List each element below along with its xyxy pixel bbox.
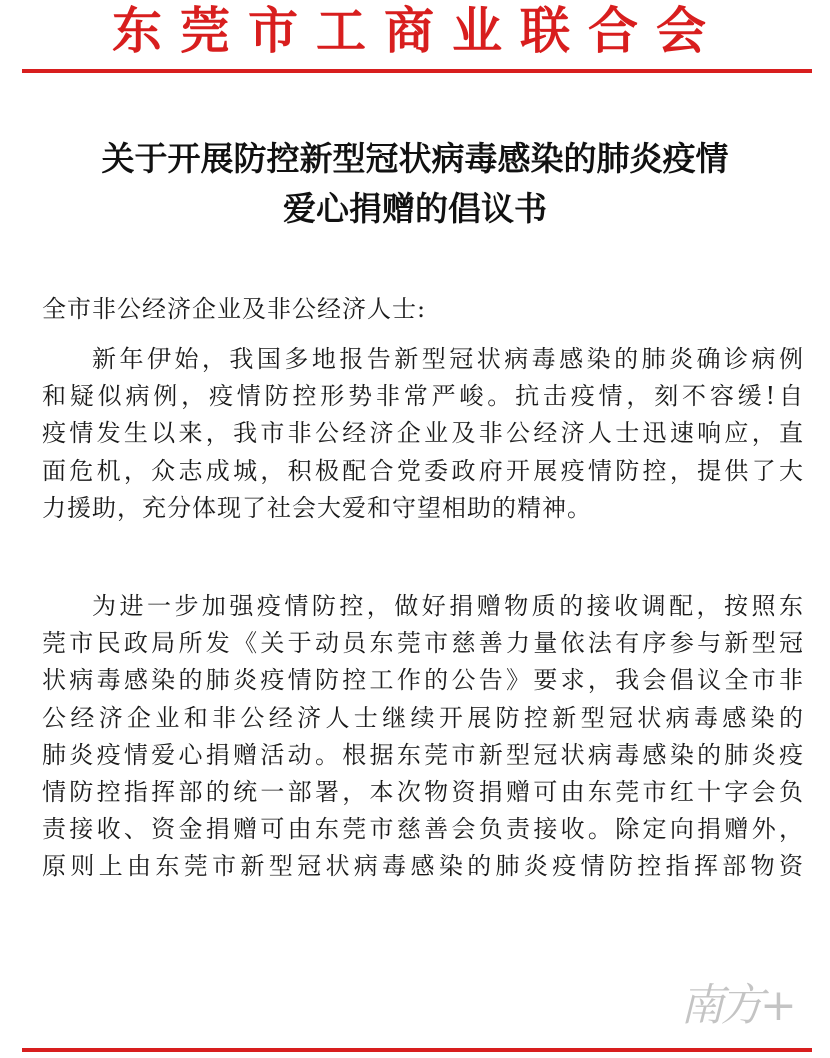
watermark-text: 南方+ — [680, 980, 793, 1031]
footer-red-rule — [22, 1048, 812, 1052]
paragraph-line: 为进一步加强疫情防控，做好捐赠物质的接收调配，按照东 — [92, 592, 804, 620]
salutation: 全市非公经济企业及非公经济人士: — [42, 295, 427, 323]
paragraph-line: 肺炎疫情爱心捐赠活动。根据东莞市新型冠状病毒感染的肺炎疫 — [42, 740, 804, 769]
paragraph-line: 面危机，众志成城，积极配合党委政府开展疫情防控，提供了大 — [42, 456, 804, 485]
document-title-line-1: 关于开展防控新型冠状病毒感染的肺炎疫情 — [101, 139, 729, 178]
document-title-line-2: 爱心捐赠的倡议书 — [283, 189, 547, 228]
paragraph-line: 疫情发生以来，我市非公经济企业及非公经济人士迅速响应，直 — [42, 419, 804, 448]
paragraph-line: 责接收、资金捐赠可由东莞市慈善会负责接收。除定向捐赠外， — [42, 815, 804, 844]
document-title — [20, 134, 810, 234]
paragraph-1 — [42, 341, 804, 527]
paragraph-line: 原则上由东莞市新型冠状病毒感染的肺炎疫情防控指挥部物资 — [42, 852, 804, 881]
paragraph-line: 情防控指挥部的统一部署，本次物资捐赠可由东莞市红十字会负 — [42, 778, 804, 807]
watermark-logo — [680, 965, 800, 1029]
paragraph-line: 状病毒感染的肺炎疫情防控工作的公告》要求，我会倡议全市非 — [42, 666, 804, 695]
letterhead-org-name: 东莞市工商业联合会 — [112, 2, 724, 60]
letterhead-red-rule — [22, 69, 812, 73]
paragraph-line: 新年伊始，我国多地报告新型冠状病毒感染的肺炎确诊病例 — [92, 345, 804, 373]
paragraph-2 — [42, 588, 804, 886]
paragraph-line: 公经济企业和非公经济人士继续开展防控新型冠状病毒感染的 — [42, 703, 804, 732]
paragraph-line: 和疑似病例，疫情防控形势非常严峻。抗击疫情，刻不容缓!自 — [42, 382, 804, 411]
paragraph-line: 莞市民政局所发《关于动员东莞市慈善力量依法有序参与新型冠 — [42, 629, 804, 658]
paragraph-line: 力援助，充分体现了社会大爱和守望相助的精神。 — [42, 493, 592, 522]
